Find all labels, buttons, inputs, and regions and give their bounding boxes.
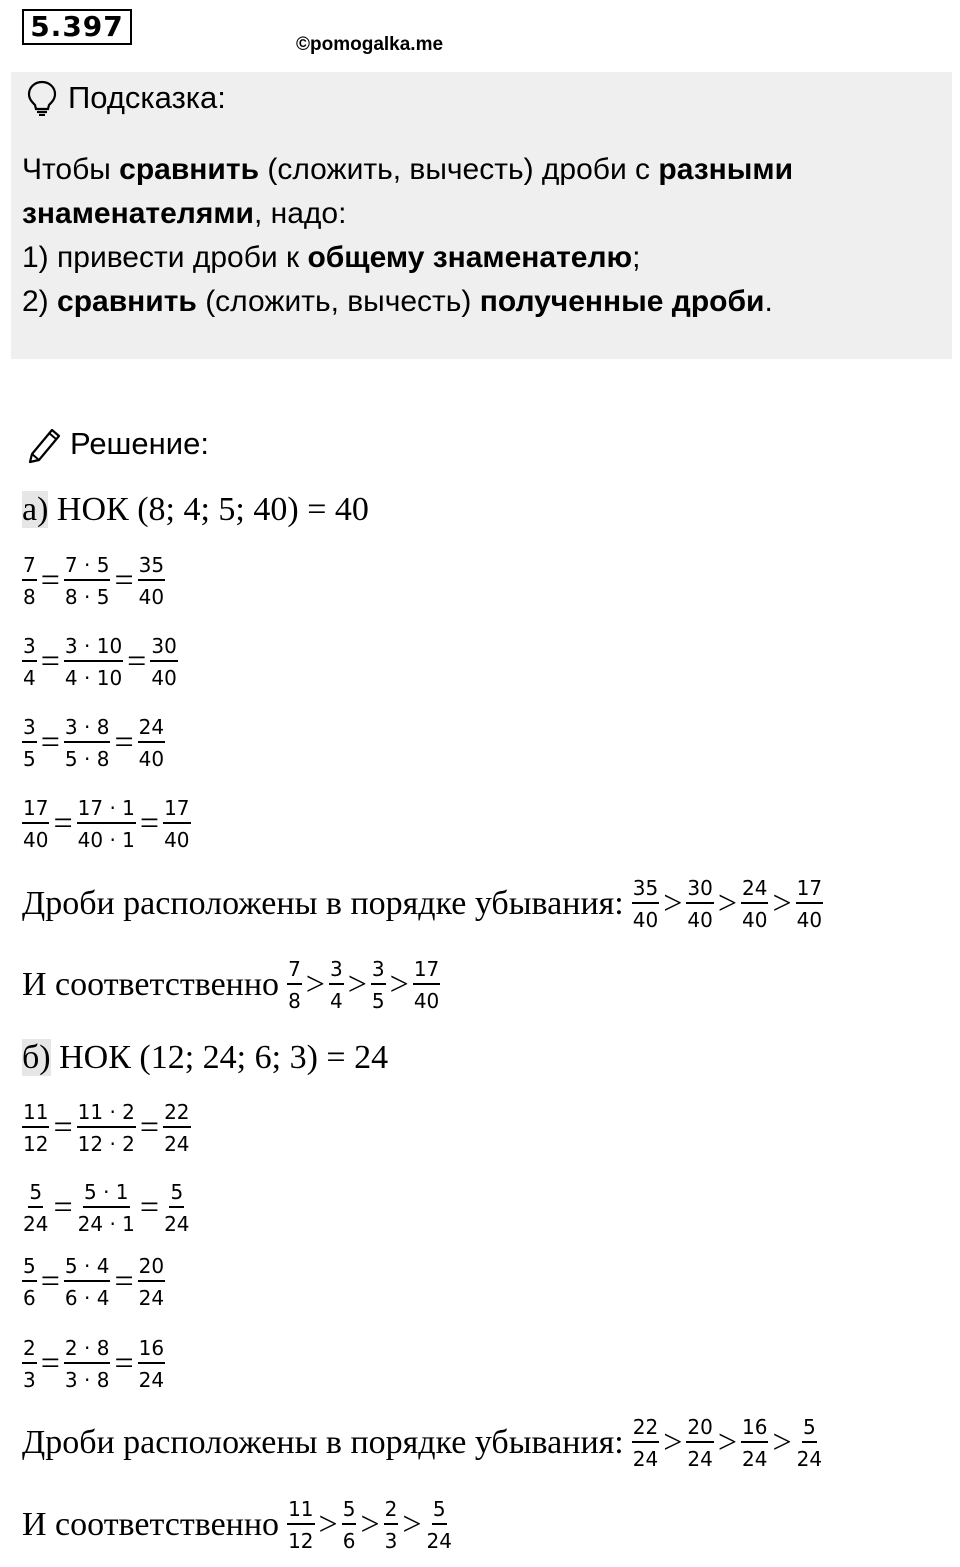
- fraction: [796, 876, 823, 932]
- fraction-numerator: 17 · 1: [77, 796, 136, 824]
- fraction-numerator: 2: [384, 1497, 399, 1525]
- fraction-numerator: 17: [796, 876, 823, 904]
- fraction: [686, 1415, 713, 1471]
- fraction-denominator: 24: [23, 1212, 49, 1236]
- fraction-numerator: 3 · 8: [64, 715, 111, 743]
- fraction-equation: [22, 553, 165, 609]
- equals-sign: =: [40, 724, 60, 761]
- fraction: [163, 796, 190, 852]
- fraction: [413, 957, 440, 1013]
- equals-sign: =: [40, 1263, 60, 1300]
- fraction: [64, 715, 111, 771]
- fraction-denominator: 40 · 1: [77, 828, 135, 852]
- part-a-resp: И соответственно $\frac{7}{8}$ > $\frac{3}{4}$ > $\frac{3}{5}$ > $\frac{17}{40}$: [22, 957, 440, 1013]
- fraction-numerator: 3: [22, 634, 37, 662]
- fraction-denominator: 40: [138, 747, 165, 771]
- fraction-denominator: 3 · 8: [64, 1368, 110, 1392]
- fraction: [329, 957, 344, 1013]
- watermark: ©pomogalka.me: [296, 34, 444, 55]
- equals-sign: =: [139, 1189, 160, 1226]
- fraction-equation: [22, 1100, 191, 1156]
- greater-than-sign: >: [772, 1424, 792, 1461]
- fraction-numerator: 3: [371, 957, 386, 985]
- greater-than-sign: >: [772, 885, 792, 922]
- fraction-denominator: 40: [23, 828, 49, 852]
- fraction-denominator: 8: [288, 989, 301, 1013]
- fraction-numerator: 22: [163, 1100, 190, 1128]
- fraction: [138, 1336, 165, 1392]
- fraction-denominator: 24: [426, 1529, 452, 1553]
- fraction-numerator: 5 · 4: [64, 1254, 111, 1282]
- fraction-numerator: 7: [287, 957, 302, 985]
- greater-than-sign: >: [305, 966, 325, 1003]
- fraction: [77, 1180, 136, 1236]
- fraction-equation: [22, 715, 165, 771]
- fraction-numerator: 2: [22, 1336, 37, 1364]
- equals-sign: =: [114, 562, 134, 599]
- fraction: [22, 553, 37, 609]
- equals-sign: =: [139, 1109, 160, 1146]
- equals-sign: =: [53, 1189, 73, 1226]
- solution-title: [24, 424, 209, 464]
- greater-than-sign: >: [717, 1424, 738, 1461]
- fraction-denominator: 4: [329, 989, 343, 1013]
- fraction: [77, 796, 136, 852]
- equals-sign: =: [53, 1109, 73, 1146]
- fraction-denominator: 24: [796, 1447, 823, 1471]
- fraction: [64, 634, 123, 690]
- equals-sign: =: [114, 1345, 134, 1382]
- fraction-denominator: 3: [384, 1529, 398, 1553]
- fraction-denominator: 24: [164, 1212, 190, 1236]
- fraction: [22, 1336, 37, 1392]
- fraction-numerator: 22: [632, 1415, 659, 1443]
- fraction: [796, 1415, 823, 1471]
- fraction-denominator: 5: [23, 747, 36, 771]
- fraction: [22, 634, 37, 690]
- fraction-denominator: 24: [632, 1447, 659, 1471]
- part-b-order: Дроби расположены в порядке убывания: $\frac{22}{24}$ > $\frac{20}{24}$ > $\frac{16}{24}$ > $\frac{5}{24}$: [22, 1415, 823, 1471]
- equals-sign: =: [114, 1263, 134, 1300]
- fraction-numerator: 30: [686, 876, 713, 904]
- fraction-denominator: 40: [151, 666, 177, 690]
- fraction: [150, 634, 177, 690]
- fraction-denominator: 40: [742, 908, 768, 932]
- fraction-numerator: 20: [138, 1254, 165, 1282]
- fraction-denominator: 40: [413, 989, 440, 1013]
- fraction: [138, 553, 165, 609]
- fraction-numerator: 7: [22, 553, 37, 581]
- fraction-denominator: 24: [687, 1447, 713, 1471]
- fraction-denominator: 3: [23, 1368, 36, 1392]
- fraction: [371, 957, 386, 1013]
- fraction-numerator: 11 · 2: [77, 1100, 136, 1128]
- equals-sign: =: [53, 805, 73, 842]
- greater-than-sign: >: [389, 966, 409, 1003]
- pencil-icon: [24, 424, 64, 464]
- greater-than-sign: >: [717, 885, 738, 922]
- fraction-equation: [22, 634, 178, 690]
- fraction-denominator: 12 · 2: [77, 1132, 135, 1156]
- fraction-numerator: 35: [138, 553, 165, 581]
- fraction-numerator: 16: [138, 1336, 165, 1364]
- fraction: [22, 1254, 37, 1310]
- fraction: [342, 1497, 357, 1553]
- fraction-denominator: 4 · 10: [64, 666, 123, 690]
- fraction-numerator: 5: [802, 1415, 817, 1443]
- fraction-numerator: 17: [163, 796, 190, 824]
- fraction-numerator: 11: [287, 1497, 314, 1525]
- fraction: [287, 1497, 314, 1553]
- fraction: [741, 876, 768, 932]
- fraction: [22, 715, 37, 771]
- greater-than-sign: >: [347, 966, 367, 1003]
- fraction-numerator: 24: [741, 876, 768, 904]
- fraction-denominator: 40: [632, 908, 659, 932]
- part-b-resp: И соответственно $\frac{11}{12}$ > $\frac{5}{6}$ > $\frac{2}{3}$ > $\frac{5}{24}$: [22, 1497, 452, 1553]
- fraction-denominator: 24: [138, 1286, 165, 1310]
- fraction-denominator: 5: [371, 989, 385, 1013]
- fraction: [686, 876, 713, 932]
- fraction-numerator: 5 · 1: [83, 1180, 130, 1208]
- fraction: [632, 1415, 659, 1471]
- fraction: [632, 876, 659, 932]
- fraction-denominator: 6: [23, 1286, 36, 1310]
- fraction-denominator: 8 · 5: [64, 585, 110, 609]
- fraction-denominator: 12: [288, 1529, 314, 1553]
- fraction: [77, 1100, 136, 1156]
- fraction-denominator: 40: [796, 908, 823, 932]
- fraction: [384, 1497, 399, 1553]
- fraction: [64, 553, 111, 609]
- fraction-denominator: 40: [687, 908, 713, 932]
- fraction-numerator: 5: [22, 1254, 37, 1282]
- greater-than-sign: >: [663, 1424, 683, 1461]
- fraction-numerator: 35: [632, 876, 659, 904]
- fraction-numerator: 5: [342, 1497, 357, 1525]
- fraction-numerator: 30: [150, 634, 177, 662]
- fraction: [64, 1336, 111, 1392]
- fraction-denominator: 8: [23, 585, 36, 609]
- part-b-lcm: б) НОК (12; 24; 6; 3) = 24: [22, 1039, 389, 1076]
- greater-than-sign: >: [360, 1506, 380, 1543]
- fraction-numerator: 3: [329, 957, 344, 985]
- greater-than-sign: >: [318, 1506, 338, 1543]
- fraction-numerator: 17: [22, 796, 49, 824]
- fraction: [287, 957, 302, 1013]
- lightbulb-icon: [26, 80, 58, 116]
- fraction-equation: [22, 796, 191, 852]
- equals-sign: =: [127, 643, 147, 680]
- fraction-numerator: 5: [432, 1497, 447, 1525]
- fraction-equation: [22, 1180, 191, 1236]
- fraction-denominator: 40: [164, 828, 190, 852]
- fraction: [163, 1180, 190, 1236]
- fraction: [22, 1180, 49, 1236]
- problem-number: 5.397: [22, 9, 132, 45]
- fraction-equation: [22, 1254, 165, 1310]
- fraction: [741, 1415, 768, 1471]
- fraction-numerator: 16: [741, 1415, 768, 1443]
- equals-sign: =: [139, 805, 160, 842]
- part-a-lcm: а) НОК (8; 4; 5; 40) = 40: [22, 491, 369, 528]
- fraction-denominator: 12: [23, 1132, 49, 1156]
- fraction-denominator: 24 · 1: [77, 1212, 135, 1236]
- fraction-denominator: 24: [138, 1368, 165, 1392]
- hint-title-text: Подсказка:: [68, 80, 226, 115]
- fraction-denominator: 5 · 8: [64, 747, 110, 771]
- fraction: [64, 1254, 111, 1310]
- hint-title: [26, 80, 226, 116]
- fraction-numerator: 20: [686, 1415, 713, 1443]
- fraction: [22, 1100, 49, 1156]
- fraction-denominator: 24: [742, 1447, 768, 1471]
- equals-sign: =: [114, 724, 134, 761]
- fraction: [163, 1100, 190, 1156]
- fraction: [22, 796, 49, 852]
- greater-than-sign: >: [663, 885, 683, 922]
- fraction-denominator: 4: [23, 666, 36, 690]
- fraction-numerator: 5: [28, 1180, 43, 1208]
- fraction-numerator: 3: [22, 715, 37, 743]
- fraction-denominator: 24: [164, 1132, 190, 1156]
- fraction-equation: [22, 1336, 165, 1392]
- fraction-denominator: 40: [138, 585, 165, 609]
- fraction-denominator: 6 · 4: [64, 1286, 110, 1310]
- equals-sign: =: [40, 1345, 60, 1382]
- equals-sign: =: [40, 643, 60, 680]
- fraction: [138, 715, 165, 771]
- fraction-numerator: 7 · 5: [64, 553, 111, 581]
- fraction: [138, 1254, 165, 1310]
- fraction: [426, 1497, 453, 1553]
- fraction-numerator: 11: [22, 1100, 49, 1128]
- fraction-denominator: 6: [342, 1529, 356, 1553]
- fraction-numerator: 2 · 8: [64, 1336, 111, 1364]
- fraction-numerator: 17: [413, 957, 440, 985]
- solution-title-text: Решение:: [70, 426, 209, 461]
- fraction-numerator: 5: [169, 1180, 184, 1208]
- fraction-numerator: 3 · 10: [64, 634, 123, 662]
- equals-sign: =: [40, 562, 60, 599]
- greater-than-sign: >: [402, 1506, 422, 1543]
- part-a-order: Дроби расположены в порядке убывания: $\frac{35}{40}$ > $\frac{30}{40}$ > $\frac{24}{40}$ > $\frac{17}{40}$: [22, 876, 823, 932]
- fraction-numerator: 24: [138, 715, 165, 743]
- hint-text: Чтобы сравнить (сложить, вычесть) дроби с разными знаменателями, надо: 1) привести дроби к общему знаменателю; 2) сравнить (сложить, вычесть) полученные дроби.: [22, 153, 794, 318]
